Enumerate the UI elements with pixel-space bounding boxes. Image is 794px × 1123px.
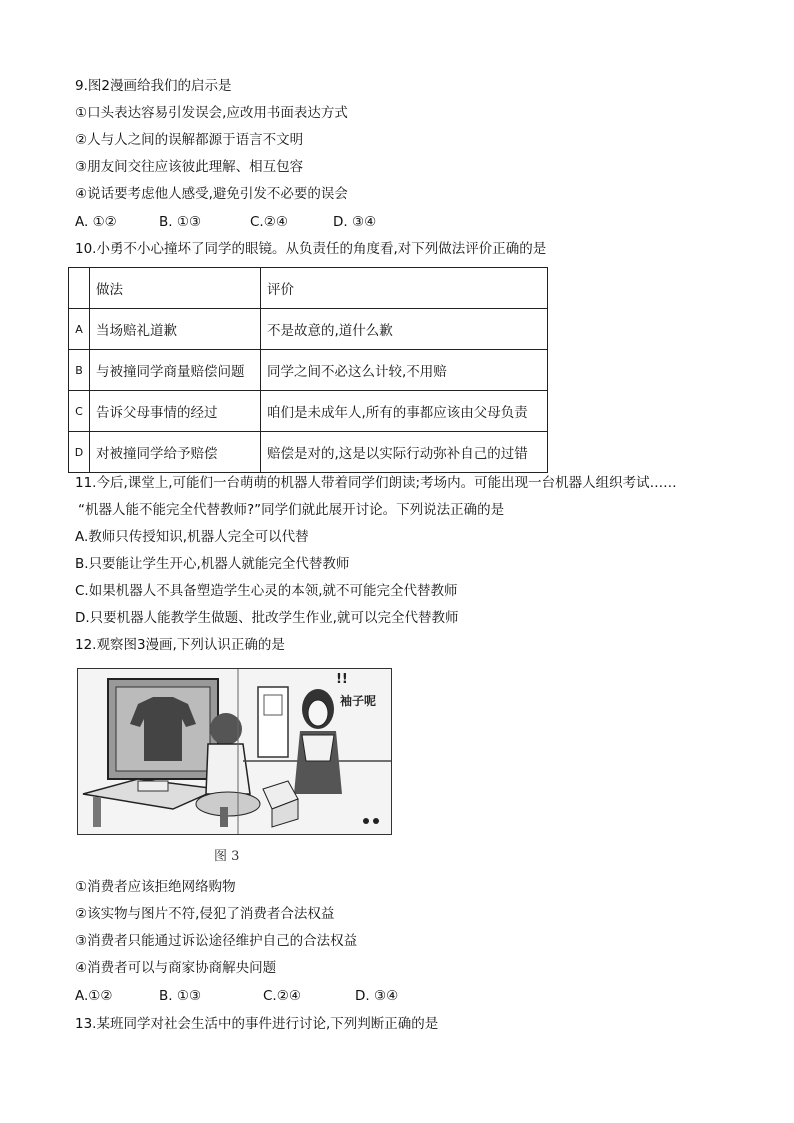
row-action: 与被撞同学商量赔偿问题 [90,350,261,391]
cartoon-figure [77,668,392,835]
table-row [69,268,548,309]
row-action: 对被撞同学给予赔偿 [90,432,261,473]
table-row [69,432,548,473]
q12-option-d: D. ③④ [355,988,399,1004]
q9-stem: 9.图2漫画给我们的启示是 [75,78,232,94]
q13-stem: 13.某班同学对社会生活中的事件进行讨论,下列判断正确的是 [75,1016,439,1032]
table-row [69,391,548,432]
row-key: D [69,432,90,473]
q12-option-a: A.①② [75,988,113,1004]
q11-option-c: C.如果机器人不具备塑造学生心灵的本领,就不可能完全代替教师 [75,583,458,599]
table-row [69,309,548,350]
q12-option-b: B. ①③ [159,988,202,1004]
q9-item-1: ①口头表达容易引发误会,应改用书面表达方式 [75,105,348,121]
row-key: B [69,350,90,391]
q9-option-b: B. ①③ [159,214,202,230]
row-key: C [69,391,90,432]
q9-option-a: A. ①② [75,214,117,230]
speech-text: 袖子呢 [340,694,377,708]
row-comment: 赔偿是对的,这是以实际行动弥补自己的过错 [261,432,548,473]
q12-item-2: ②该实物与图片不符,侵犯了消费者合法权益 [75,906,335,922]
q11-option-a: A.教师只传授知识,机器人完全可以代替 [75,529,309,545]
table-row [69,350,548,391]
row-comment: 咱们是未成年人,所有的事都应该由父母负责 [261,391,548,432]
q9-option-c: C.②④ [250,214,288,230]
q11-option-d: D.只要机器人能教学生做题、批改学生作业,就可以完全代替教师 [75,610,459,626]
table-header-action: 做法 [90,268,261,309]
q10-stem: 10.小勇不小心撞坏了同学的眼镜。从负责任的角度看,对下列做法评价正确的是 [75,241,547,257]
q11-stem-2: “机器人能不能完全代替教师?”同学们就此展开讨论。下列说法正确的是 [78,502,505,518]
exclaim-mark: !! [336,672,348,687]
row-comment: 同学之间不必这么计较,不用赔 [261,350,548,391]
figure-caption: 图 3 [214,849,240,864]
q11-stem: 11.今后,课堂上,可能们一台萌萌的机器人带着同学们朗读;考场内。可能出现一台机器人组织考试…… [75,475,677,491]
q11-option-b: B.只要能让学生开心,机器人就能完全代替教师 [75,556,350,572]
row-comment: 不是故意的,道什么歉 [261,309,548,350]
q9-item-2: ②人与人之间的误解都源于语言不文明 [75,132,304,148]
q10-table [68,267,548,473]
q9-item-3: ③朋友间交往应该彼此理解、相互包容 [75,159,304,175]
cartoon-drawing [78,669,391,834]
q12-item-3: ③消费者只能通过诉讼途径维护自己的合法权益 [75,933,358,949]
q12-item-1: ①消费者应该拒绝网络购物 [75,879,236,895]
q12-stem: 12.观察图3漫画,下列认识正确的是 [75,637,285,653]
table-cell [69,268,90,309]
row-action: 告诉父母事情的经过 [90,391,261,432]
q12-item-4: ④消费者可以与商家协商解央问题 [75,960,277,976]
q12-option-c: C.②④ [263,988,301,1004]
q9-item-4: ④说话要考虑他人感受,避免引发不必要的误会 [75,186,348,202]
q9-option-d: D. ③④ [333,214,377,230]
row-action: 当场赔礼道歉 [90,309,261,350]
table-header-comment: 评价 [261,268,548,309]
row-key: A [69,309,90,350]
